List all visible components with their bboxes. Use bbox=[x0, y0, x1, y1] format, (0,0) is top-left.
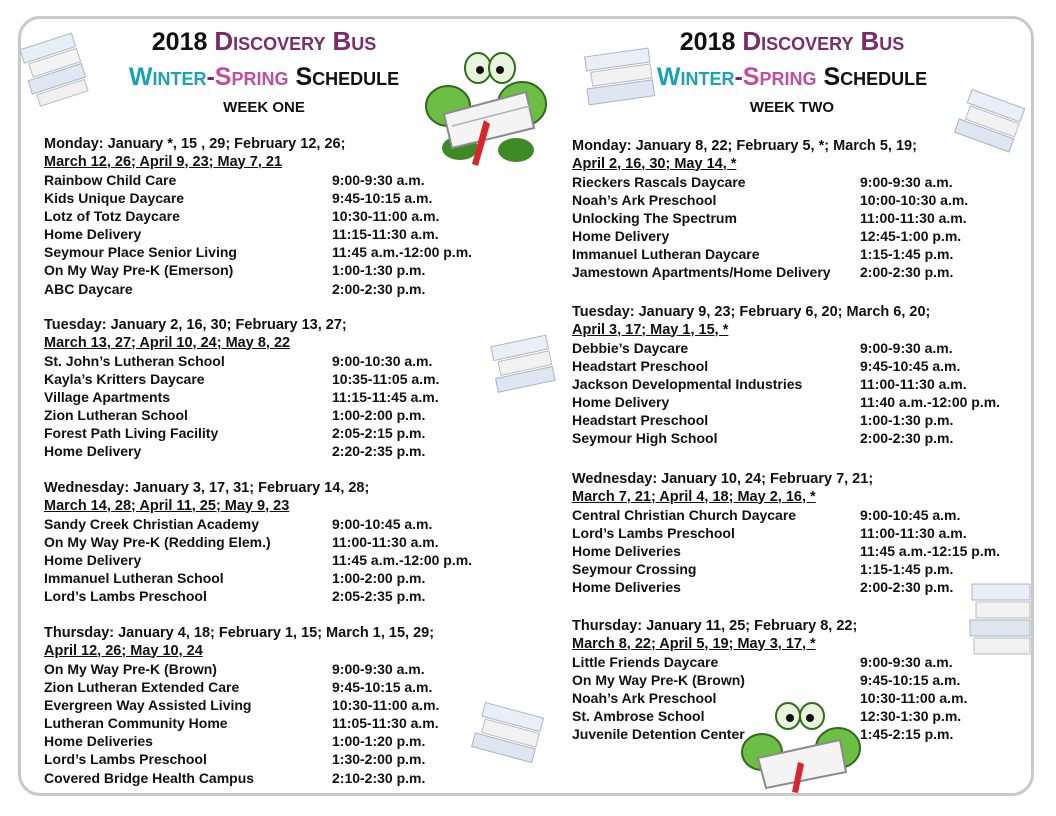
schedule-row: Jamestown Apartments/Home Delivery 2:00-2:30 p.m. bbox=[572, 264, 954, 281]
schedule-row: Little Friends Daycare 9:00-9:30 a.m. bbox=[572, 654, 953, 670]
day-heading-dates: April 3, 17; May 1, 15, * bbox=[572, 321, 729, 338]
schedule-row: Kayla’s Kritters Daycare 10:35-11:05 a.m. bbox=[44, 371, 440, 388]
schedule-row: Noah’s Ark Preschool 10:00-10:30 a.m. bbox=[572, 192, 969, 209]
day-heading-dates: March 13, 27; April 10, 24; May 8, 22 bbox=[44, 334, 291, 351]
schedule-row: On My Way Pre-K (Redding Elem.) 11:00-11:30 a.m. bbox=[44, 534, 439, 551]
schedule-row: Village Apartments 11:15-11:45 a.m. bbox=[44, 389, 439, 406]
day-block-monday bbox=[572, 138, 1032, 282]
schedule-row: Juvenile Detention Center 1:45-2:15 p.m. bbox=[572, 726, 954, 743]
schedule-row: Unlocking The Spectrum 11:00-11:30 a.m. bbox=[572, 210, 967, 227]
day-heading-dates: April 2, 16, 30; May 14, * bbox=[572, 155, 737, 172]
schedule-row: On My Way Pre-K (Brown) 9:45-10:15 a.m. bbox=[572, 672, 961, 689]
title-line-2: Winter-Spring Schedule bbox=[656, 63, 928, 91]
schedule-row: Home Delivery 11:45 a.m.-12:00 p.m. bbox=[44, 552, 473, 569]
title-line-1: 2018 Discovery Bus bbox=[151, 26, 377, 56]
schedule-row: Debbie’s Daycare 9:00-9:30 a.m. bbox=[572, 340, 953, 356]
title-line-1: 2018 Discovery Bus bbox=[679, 26, 905, 56]
schedule-row: Lotz of Totz Daycare 10:30-11:00 a.m. bbox=[44, 208, 440, 225]
schedule-row: Home Delivery 11:40 a.m.-12:00 p.m. bbox=[572, 394, 1001, 411]
schedule-row: Evergreen Way Assisted Living 10:30-11:00 a.m. bbox=[44, 697, 440, 714]
schedule-row: Rainbow Child Care 9:00-9:30 a.m. bbox=[44, 172, 425, 188]
schedule-row: St. Ambrose School 12:30-1:30 p.m. bbox=[572, 708, 962, 725]
schedule-row: Covered Bridge Health Campus 2:10-2:30 p.m. bbox=[44, 769, 426, 786]
title-discovery: Discovery bbox=[214, 26, 326, 56]
schedule-row: Immanuel Lutheran School 1:00-2:00 p.m. bbox=[44, 570, 426, 587]
schedule-row: Home Delivery 11:15-11:30 a.m. bbox=[44, 226, 439, 243]
schedule-row: Lord’s Lambs Preschool 2:05-2:35 p.m. bbox=[44, 588, 426, 605]
day-block-thursday bbox=[44, 625, 504, 787]
schedule-row: St. John’s Lutheran School 9:00-10:30 a.m. bbox=[44, 353, 433, 369]
schedule-row: Home Delivery 12:45-1:00 p.m. bbox=[572, 228, 962, 245]
title-bus: Bus bbox=[860, 26, 905, 56]
title-winter: Winter bbox=[128, 63, 207, 91]
title-schedule: Schedule bbox=[823, 63, 928, 91]
schedule-row: Seymour Place Senior Living 11:45 a.m.-12:00 p.m. bbox=[44, 244, 473, 261]
day-heading-dates: March 8, 22; April 5, 19; May 3, 17, * bbox=[572, 635, 816, 652]
schedule-row: Home Deliveries 1:00-1:20 p.m. bbox=[44, 733, 426, 750]
day-heading: Thursday: January 11, 25; February 8, 22; bbox=[572, 618, 858, 634]
day-heading-dates: March 14, 28; April 11, 25; May 9, 23 bbox=[44, 497, 290, 514]
title-spring: Spring bbox=[214, 63, 289, 91]
day-heading: Thursday: January 4, 18; February 1, 15; March 1, 15, 29; bbox=[44, 625, 435, 641]
day-heading: Wednesday: January 10, 24; February 7, 21; bbox=[572, 471, 874, 487]
schedule-row: Immanuel Lutheran Daycare 1:15-1:45 p.m. bbox=[572, 246, 954, 263]
schedule-row: Home Deliveries 11:45 a.m.-12:15 p.m. bbox=[572, 543, 1001, 560]
day-heading: Tuesday: January 2, 16, 30; February 13, 27; bbox=[44, 317, 347, 333]
schedule-row: Rieckers Rascals Daycare 9:00-9:30 a.m. bbox=[572, 174, 953, 190]
schedule-row: On My Way Pre-K (Brown) 9:00-9:30 a.m. bbox=[44, 661, 425, 677]
schedule-row: Lord’s Lambs Preschool 1:30-2:00 p.m. bbox=[44, 751, 426, 768]
schedule-row: Central Christian Church Daycare 9:00-10:45 a.m. bbox=[572, 507, 961, 523]
schedule-row: Zion Lutheran School 1:00-2:00 p.m. bbox=[44, 407, 426, 424]
day-heading-dates: March 7, 21; April 4, 18; May 2, 16, * bbox=[572, 488, 816, 505]
title-spring: Spring bbox=[742, 63, 817, 91]
schedule-row: Headstart Preschool 1:00-1:30 p.m. bbox=[572, 412, 954, 429]
schedule-row: Noah’s Ark Preschool 10:30-11:00 a.m. bbox=[572, 690, 968, 707]
schedule-row: Kids Unique Daycare 9:45-10:15 a.m. bbox=[44, 190, 433, 207]
schedule-row: Seymour Crossing 1:15-1:45 p.m. bbox=[572, 561, 954, 578]
schedule-row: Home Delivery 2:20-2:35 p.m. bbox=[44, 443, 426, 460]
day-block-tuesday bbox=[44, 317, 504, 461]
schedule-row: Lord’s Lambs Preschool 11:00-11:30 a.m. bbox=[572, 525, 967, 542]
day-heading: Tuesday: January 9, 23; February 6, 20; March 6, 20; bbox=[572, 304, 931, 320]
schedule-row: Headstart Preschool 9:45-10:45 a.m. bbox=[572, 358, 961, 375]
day-block-wednesday bbox=[44, 480, 504, 605]
day-heading-dates: April 12, 26; May 10, 24 bbox=[44, 642, 203, 659]
schedule-row: Lutheran Community Home 11:05-11:30 a.m. bbox=[44, 715, 439, 732]
day-block-tuesday bbox=[572, 304, 1032, 448]
week-label: WEEK TWO bbox=[749, 99, 835, 116]
title-schedule: Schedule bbox=[295, 63, 400, 91]
title-bus: Bus bbox=[332, 26, 377, 56]
day-block-thursday bbox=[572, 618, 1032, 743]
day-block-wednesday bbox=[572, 471, 1032, 596]
schedule-row: Home Deliveries 2:00-2:30 p.m. bbox=[572, 579, 954, 596]
day-heading-dates: March 12, 26; April 9, 23; May 7, 21 bbox=[44, 153, 283, 170]
schedule-row: Seymour High School 2:00-2:30 p.m. bbox=[572, 430, 954, 447]
week-label: WEEK ONE bbox=[223, 99, 305, 116]
title-discovery: Discovery bbox=[742, 26, 854, 56]
schedule-row: On My Way Pre-K (Emerson) 1:00-1:30 p.m. bbox=[44, 262, 426, 279]
title-line-2: Winter-Spring Schedule bbox=[128, 63, 400, 91]
schedule-row: ABC Daycare 2:00-2:30 p.m. bbox=[44, 280, 426, 297]
day-heading: Monday: January *, 15 , 29; February 12, 26; bbox=[44, 136, 346, 152]
schedule-row: Jackson Developmental Industries 11:00-11:30 a.m. bbox=[572, 376, 967, 393]
day-heading: Wednesday: January 3, 17, 31; February 14, 28; bbox=[44, 480, 370, 496]
day-block-monday bbox=[44, 136, 504, 298]
schedule-row: Zion Lutheran Extended Care 9:45-10:15 a.m. bbox=[44, 679, 433, 696]
title-winter: Winter bbox=[656, 63, 735, 91]
schedule-row: Forest Path Living Facility 2:05-2:15 p.m. bbox=[44, 425, 426, 442]
schedule-row: Sandy Creek Christian Academy 9:00-10:45 a.m. bbox=[44, 516, 433, 532]
day-heading: Monday: January 8, 22; February 5, *; March 5, 19; bbox=[572, 138, 917, 154]
